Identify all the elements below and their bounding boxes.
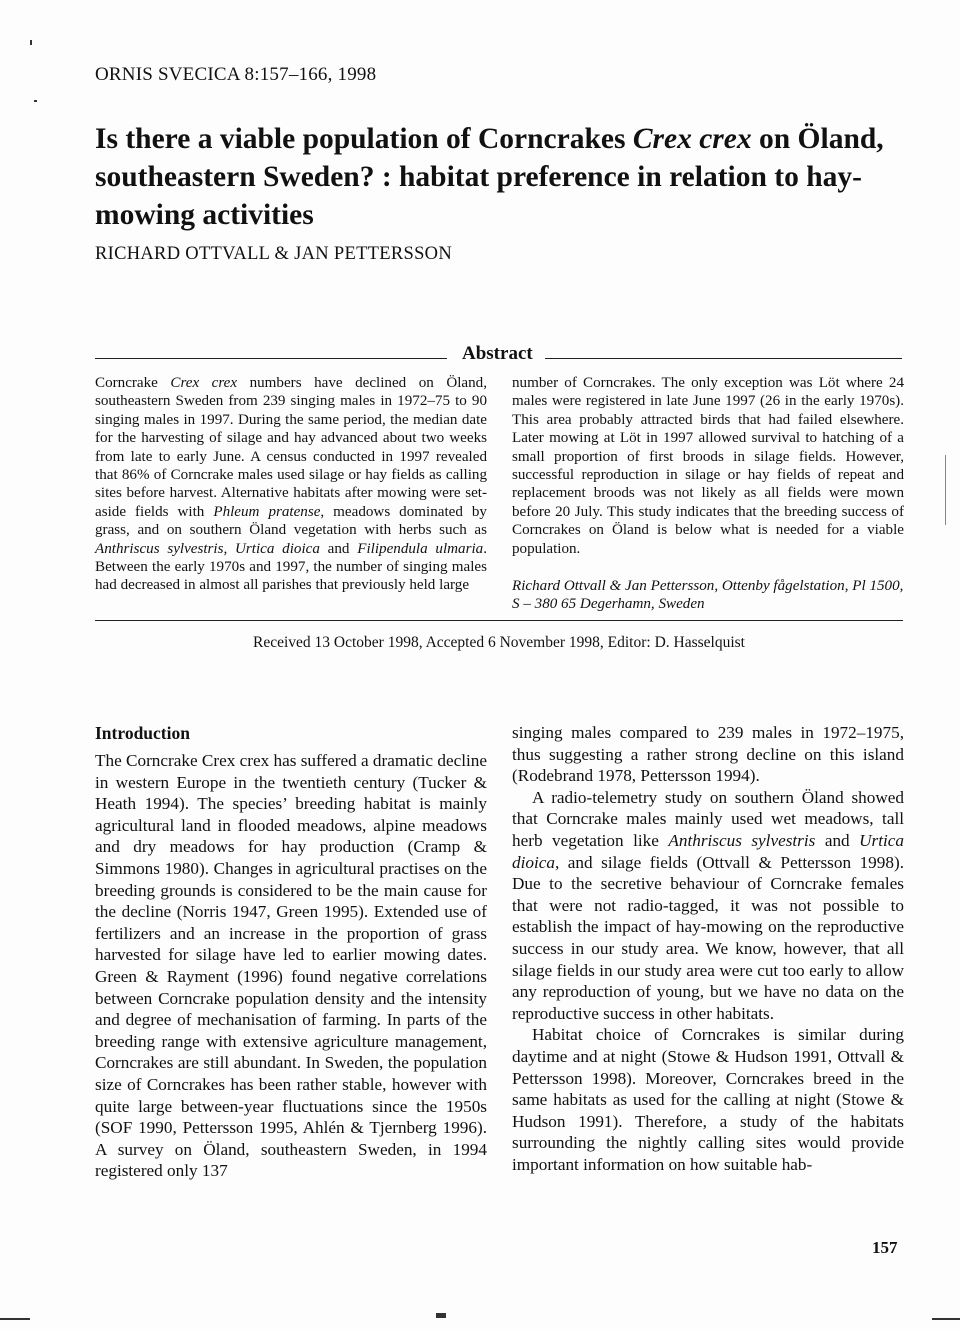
intro-paragraph-continued: singing males compared to 239 males in 1972–1975, thus suggesting a rather strong decline on this island (Rodebrand 1978, Pettersson 1994). xyxy=(512,723,904,786)
body-text: and xyxy=(815,830,860,850)
abstract-heading: Abstract xyxy=(462,343,533,364)
received-line: Received 13 October 1998, Accepted 6 November 1998, Editor: D. Hasselquist xyxy=(252,634,745,651)
abstract-species: Crex crex xyxy=(170,375,238,391)
body-text: , and silage fields (Ottvall & Pettersson 1998). Due to the secretive behaviour of Corncrake females that were not radio-tagged, it was not possible to establish the impact of hay-mowing on the reproductive success in our study area. We know, however, that all silage fields in our study area were cut too early to allow any reproduction of young, but we have no data on the reproductive success in other habitats. xyxy=(512,852,904,1023)
body-column-right xyxy=(512,722,904,1175)
abstract-species: Phleum pratense xyxy=(213,503,321,520)
article-title xyxy=(95,120,885,234)
abstract-text: Corncrake xyxy=(95,375,171,391)
abstract-species: Filipendula ulmaria xyxy=(357,540,484,557)
body-text: A radio-telemetry study on southern Öland showed that Corncrake males mainly used wet meadows, tall herb vegetation like xyxy=(512,787,904,850)
scan-speck xyxy=(34,100,37,102)
journal-citation: ORNIS SVECICA 8:157–166, 1998 xyxy=(95,64,377,85)
scan-edge-mark xyxy=(0,1318,30,1320)
abstract-bottom-rule xyxy=(95,620,903,621)
abstract-paragraph-1 xyxy=(95,374,487,595)
page-number: 157 xyxy=(872,1238,898,1257)
authors: RICHARD OTTVALL & JAN PETTERSSON xyxy=(95,244,453,264)
scan-speck xyxy=(30,40,32,45)
abstract-text: numbers have declined on Öland, southeastern Sweden from 239 singing males in 1972–75 to 90 singing males in 1997. During the same period, the median date for the harvesting of silage and hay advanced about two weeks from late to early June. A census conducted in 1997 revealed that 86% of Corncrake males used silage or hay fields as calling sites before harvest. Alternative habitats after mowing were set-aside fields with xyxy=(95,375,487,520)
abstract-paragraph-2: number of Corncrakes. The only exception was Löt where 24 males were registered in late June 1997 (26 in the early 1970s). This area probably attracted birds that had failed elsewhere. Later mowing at Löt in 1997 allowed survival to hatching of a small proportion of first broods in silage fields. However, successful reproduction in silage or hay fields of repeat and replacement broods was not likely as all fields were mown before 20 July. This study indicates that the breeding success of Corncrakes on Öland is below what is needed for a viable population. xyxy=(512,375,904,557)
scan-edge-mark xyxy=(932,1318,960,1320)
author-address: Richard Ottvall & Jan Pettersson, Ottenby fågelstation, Pl 1500, S – 380 65 Degerhamn, Sweden xyxy=(512,578,904,613)
abstract-rule-left xyxy=(95,358,447,359)
abstract-text: , meadows dominated by grass, and on southern Öland vegetation with herbs such as xyxy=(95,503,487,539)
title-part-1: Is there a viable population of Corncrakes xyxy=(95,123,633,155)
intro-paragraph-1: The Corncrake Crex crex has suffered a dramatic decline in western Europe in the twentieth century (Tucker & Heath 1994). The species’ breeding habitat is mainly agricultural land in flooded meadows, alpine meadows and dry meadows for hay production (Cramp & Simmons 1980). Changes in agricultural practises on the breeding grounds is considered to be the main cause for the decline (Norris 1947, Green 1995). Extended use of fertilizers and an increase in the proportion of grass harvested for silage have led to earlier mowing dates. Green & Rayment (1996) found negative correlations between Corncrake population density and the intensity and degree of mechanisation of farming. In parts of the breeding range with extensive agriculture management, Corncrakes are still abundant. In Sweden, the population size of Corncrakes has been rather stable, however with quite large between-year fluctuations since the 1950s (SOF 1990, Pettersson 1995, Ahlén & Tjernberg 1996). A survey on Öland, southeastern Sweden, in 1994 registered only 137 xyxy=(95,751,487,1181)
abstract-species: Anthriscus sylvestris, Urtica dioica xyxy=(95,540,320,557)
intro-paragraph-3: Habitat choice of Corncrakes is similar during daytime and at night (Stowe & Hudson 1991, Ottvall & Pettersson 1998). Moreover, Corncrakes breed in the same habitats as used for the calling at night (Stowe & Hudson 1991). Therefore, a study of the habitats surrounding the nightly calling sites would provide important information on how suitable hab- xyxy=(512,1025,904,1174)
scan-edge-mark xyxy=(945,455,946,525)
abstract-rule-right xyxy=(545,358,902,359)
introduction-heading: Introduction xyxy=(95,723,190,743)
body-species: Anthriscus sylvestris xyxy=(668,830,816,850)
abstract-text: . Between the early 1970s and 1997, the number of singing males had decreased in almost all parishes that previously held large xyxy=(95,540,487,594)
abstract-column-right xyxy=(512,374,904,614)
abstract-text: and xyxy=(319,540,358,557)
intro-paragraph-2 xyxy=(512,787,904,1025)
title-part-2: on Öland, southeastern Sweden? : habitat preference in relation to hay-mowing activities xyxy=(95,123,884,231)
title-species: Crex crex xyxy=(632,123,752,155)
scan-speck xyxy=(436,1313,446,1318)
body-column-left xyxy=(95,722,487,1182)
abstract-column-left xyxy=(95,374,487,595)
body-species: Urtica dioica xyxy=(512,830,904,872)
